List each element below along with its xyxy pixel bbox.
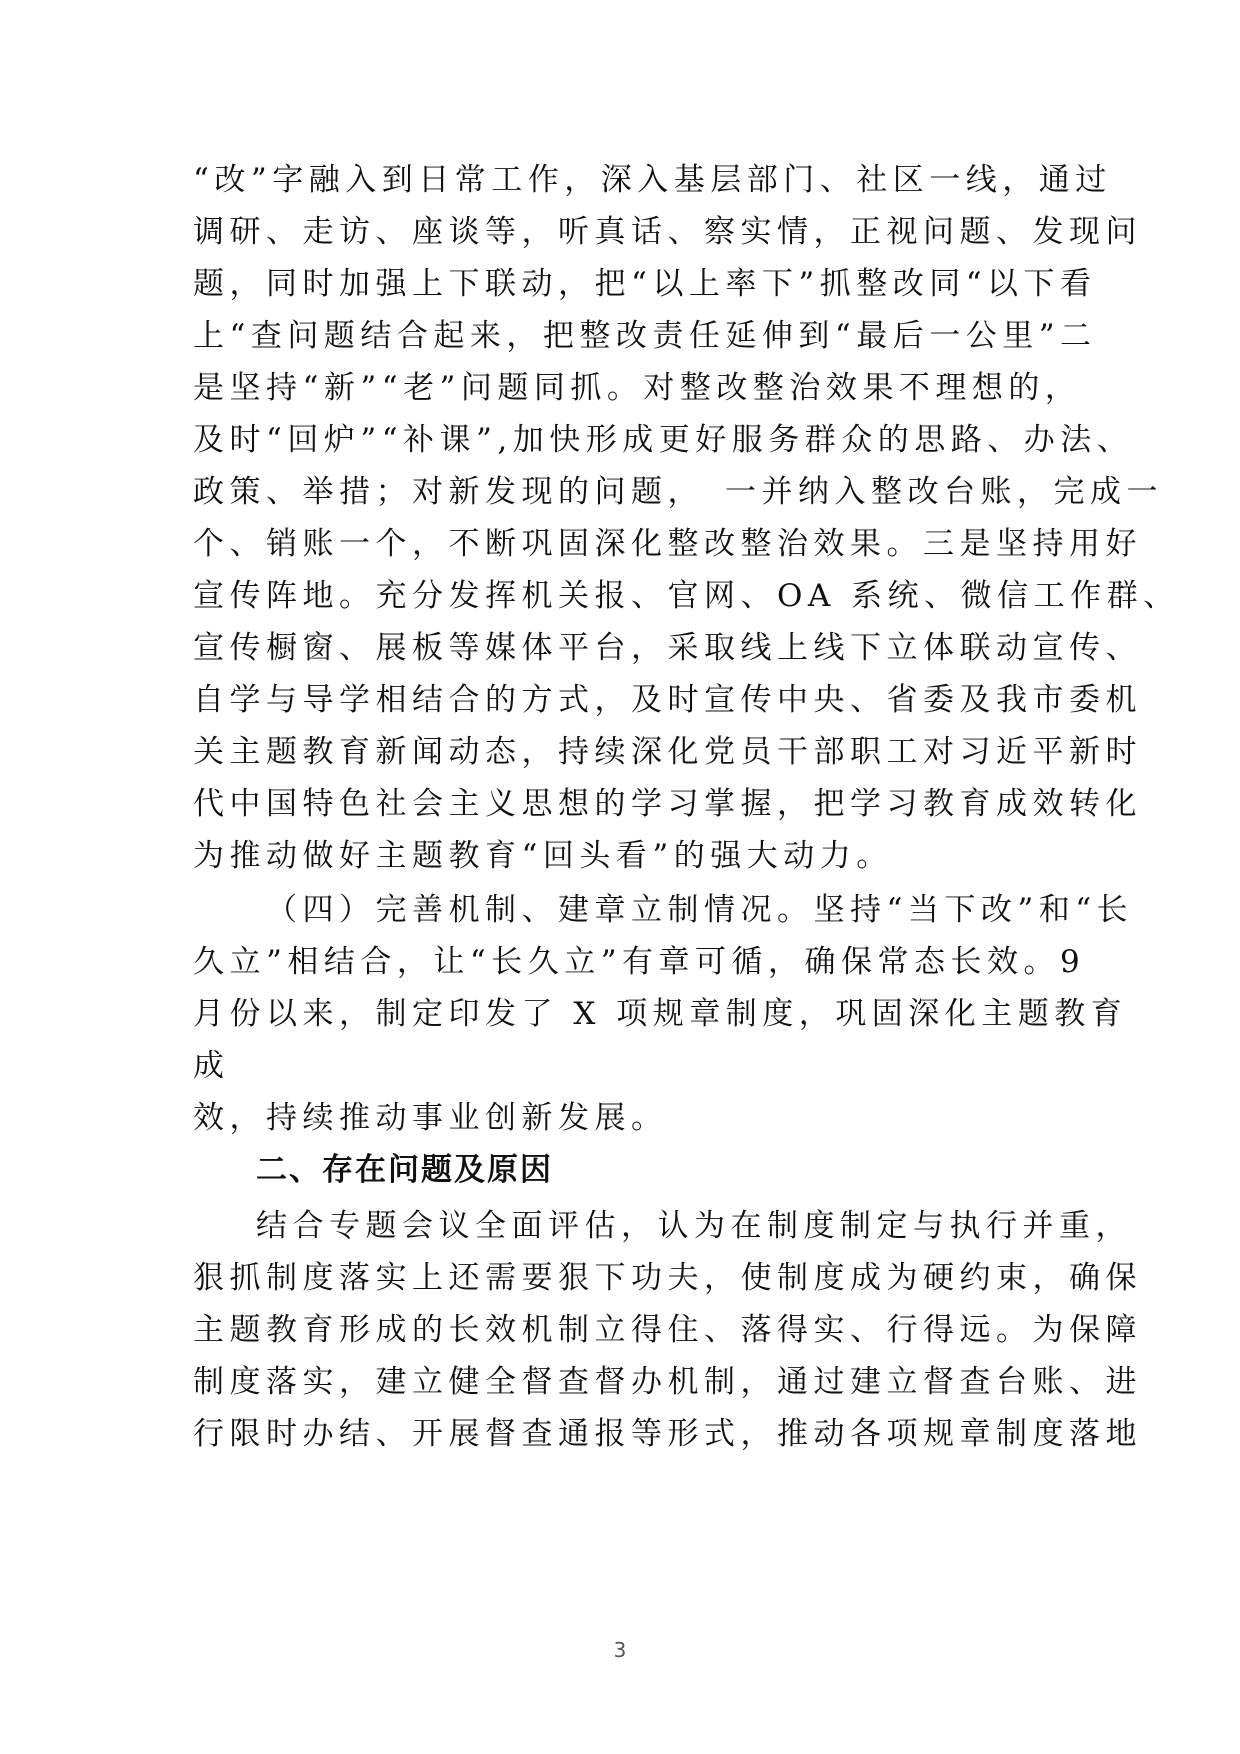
body-text-line: 是坚持“新”“老”问题同抓。对整改整治效果不理想的， (193, 370, 1082, 406)
body-text-line: 及时“回炉”“补课”,加快形成更好服务群众的思路、办法、 (193, 422, 1134, 458)
body-text-line: 代中国特色社会主义思想的学习掌握，把学习教育成效转化 (193, 786, 1142, 822)
body-text-line: 题，同时加强上下联动，把“以上率下”抓整改同“以下看 (193, 266, 1097, 302)
body-text-line: 关主题教育新闻动态，持续深化党员干部职工对习近平新时 (193, 734, 1142, 770)
body-text-line: 久立”相结合，让“长久立”有章可循，确保常态长效。9 (193, 944, 1086, 980)
section-four-paragraph-line: （四）完善机制、建章立制情况。坚持“当下改”和“长 (266, 892, 1134, 928)
section-heading: 二、存在问题及原因 (256, 1152, 553, 1188)
page-number: 3 (613, 1638, 627, 1662)
body-text-line: 狠抓制度落实上还需要狠下功夫，使制度成为硬约束，确保 (193, 1260, 1142, 1296)
body-text-line: 自学与导学相结合的方式，及时宣传中央、省委及我市委机 (193, 682, 1142, 718)
body-text-line: 效，持续推动事业创新发展。 (193, 1100, 668, 1136)
body-text-line: 结合专题会议全面评估，认为在制度制定与执行并重， (256, 1208, 1132, 1244)
body-text-line: 政策、举措；对新发现的问题， 一并纳入整改台账，完成一 (193, 474, 1163, 510)
body-text-line: 为推动做好主题教育“回头看”的强大动力。 (193, 838, 893, 874)
body-text-line: 制度落实，建立健全督查督办机制，通过建立督查台账、进 (193, 1364, 1142, 1400)
body-text-line: 月份以来，制定印发了 X 项规章制度，巩固深化主题教育 (193, 996, 1128, 1032)
body-text-line: 宣传阵地。充分发挥机关报、官网、OA 系统、微信工作群、 (193, 578, 1180, 614)
body-text-line: 行限时办结、开展督查通报等形式，推动各项规章制度落地 (193, 1416, 1142, 1452)
body-text-line: 主题教育形成的长效机制立得住、落得实、行得远。为保障 (193, 1312, 1142, 1348)
body-text-line: 上“查问题结合起来，把整改责任延伸到“最后一公里”二 (193, 318, 1097, 354)
body-text-line: 宣传橱窗、展板等媒体平台，采取线上线下立体联动宣传、 (193, 630, 1142, 666)
body-text-line: 个、销账一个，不断巩固深化整改整治效果。三是坚持用好 (193, 526, 1142, 562)
body-text-line: “改”字融入到日常工作，深入基层部门、社区一线，通过 (193, 162, 1112, 198)
body-text-line: 成 (193, 1048, 230, 1084)
body-text-line: 调研、走访、座谈等，听真话、察实情，正视问题、发现问 (193, 214, 1142, 250)
